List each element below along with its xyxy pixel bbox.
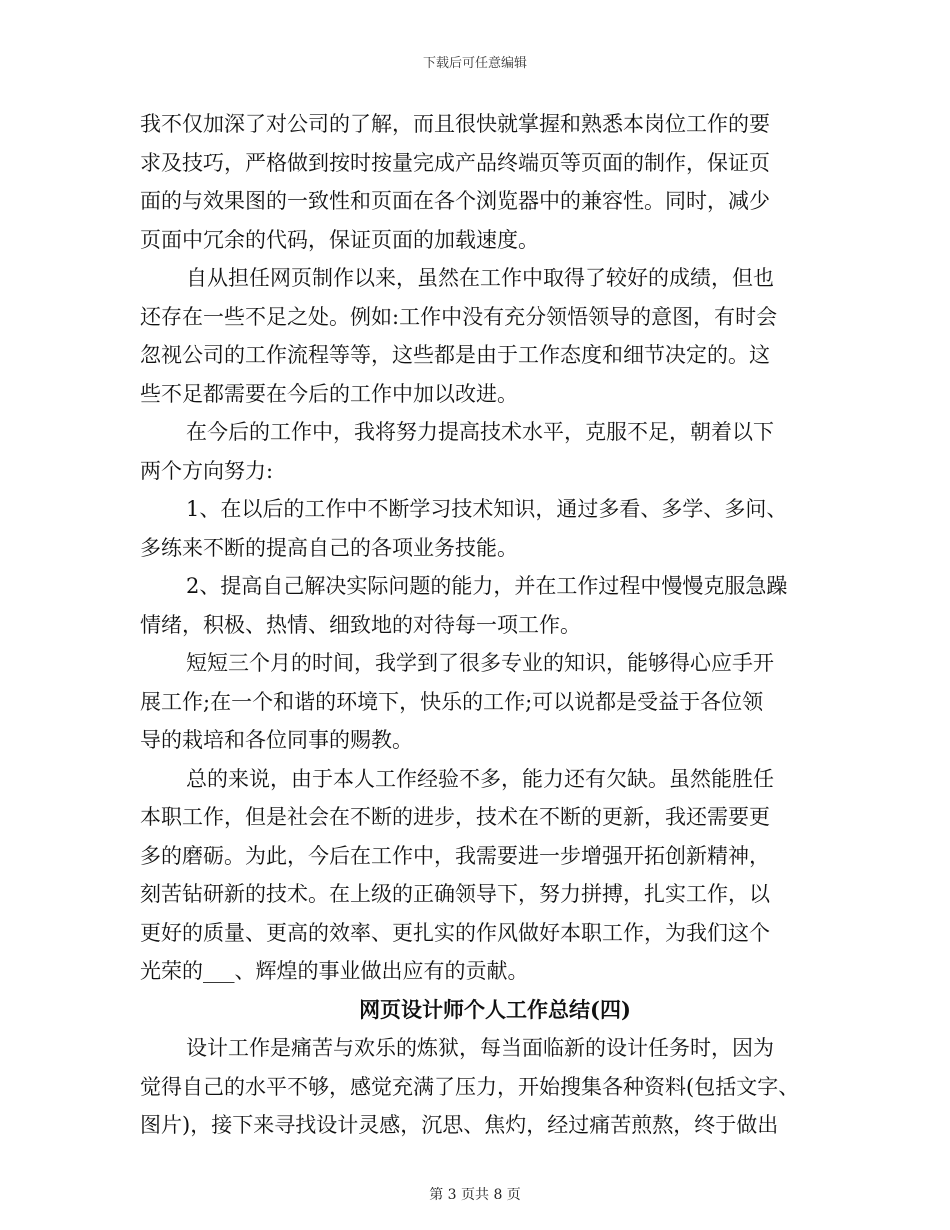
paragraph-first-line: 设计工作是痛苦与欢乐的炼狱，每当面临新的设计任务时，因为	[186, 1036, 774, 1060]
text-line: 多的磨砺。为此，今后在工作中，我需要进一步增强开拓创新精神，	[140, 843, 770, 868]
text-line: 还存在一些不足之处。例如:工作中没有充分领悟领导的意图，有时会	[140, 304, 778, 329]
section-title: 网页设计师个人工作总结(四)	[359, 996, 631, 1022]
page-header: 下载后可任意编辑	[422, 56, 527, 71]
text-line: 两个方向努力:	[140, 458, 274, 483]
text-line: 情绪，积极、热情、细致地的对待每一项工作。	[140, 612, 581, 637]
text-line: 光荣的___、辉煌的事业做出应有的贡献。	[140, 959, 529, 983]
text-line: 我不仅加深了对公司的了解，而且很快就掌握和熟悉本岗位工作的要	[140, 112, 770, 136]
text-line: 忽视公司的工作流程等等，这些都是由于工作态度和细节决定的。这	[140, 343, 770, 367]
text-line: 刻苦钻研新的技术。在上级的正确领导下，努力拼搏，扎实工作，以	[140, 882, 770, 906]
page-footer: 第 3 页共 8 页	[429, 1187, 521, 1203]
paragraph-first-line: 在今后的工作中，我将努力提高技术水平，克服不足，朝着以下	[186, 420, 774, 444]
paragraph-first-line: 自从担任网页制作以来，虽然在工作中取得了较好的成绩，但也	[186, 266, 774, 290]
text-line: 本职工作，但是社会在不断的进步，技术在不断的更新，我还需要更	[140, 805, 770, 829]
text-line: 些不足都需要在今后的工作中加以改进。	[140, 381, 518, 406]
text-line: 更好的质量、更高的效率、更扎实的作风做好本职工作，为我们这个	[140, 920, 770, 945]
paragraph-first-line: 短短三个月的时间，我学到了很多专业的知识，能够得心应手开	[186, 651, 774, 675]
list-item-1: 1、在以后的工作中不断学习技术知识，通过多看、多学、多问、	[186, 497, 788, 521]
text-line: 求及技巧，严格做到按时按量完成产品终端页等页面的制作，保证页	[140, 150, 770, 175]
list-item-2: 2、提高自己解决实际问题的能力，并在工作过程中慢慢克服急躁	[186, 574, 788, 598]
text-line: 觉得自己的水平不够，感觉充满了压力，开始搜集各种资料(包括文字、	[140, 1074, 800, 1099]
text-line: 页面中冗余的代码，保证页面的加载速度。	[140, 227, 539, 252]
text-line: 导的栽培和各位同事的赐教。	[140, 728, 413, 752]
text-line: 多练来不断的提高自己的各项业务技能。	[140, 535, 518, 560]
document-body	[140, 105, 810, 1145]
text-line: 展工作;在一个和谐的环境下，快乐的工作;可以说都是受益于各位领	[140, 689, 764, 714]
text-line: 面的与效果图的一致性和页面在各个浏览器中的兼容性。同时，减少	[140, 189, 770, 213]
text-line: 图片)，接下来寻找设计灵感，沉思、焦灼，经过痛苦煎熬，终于做出	[140, 1113, 779, 1137]
paragraph-first-line: 总的来说，由于本人工作经验不多，能力还有欠缺。虽然能胜任	[186, 766, 774, 791]
